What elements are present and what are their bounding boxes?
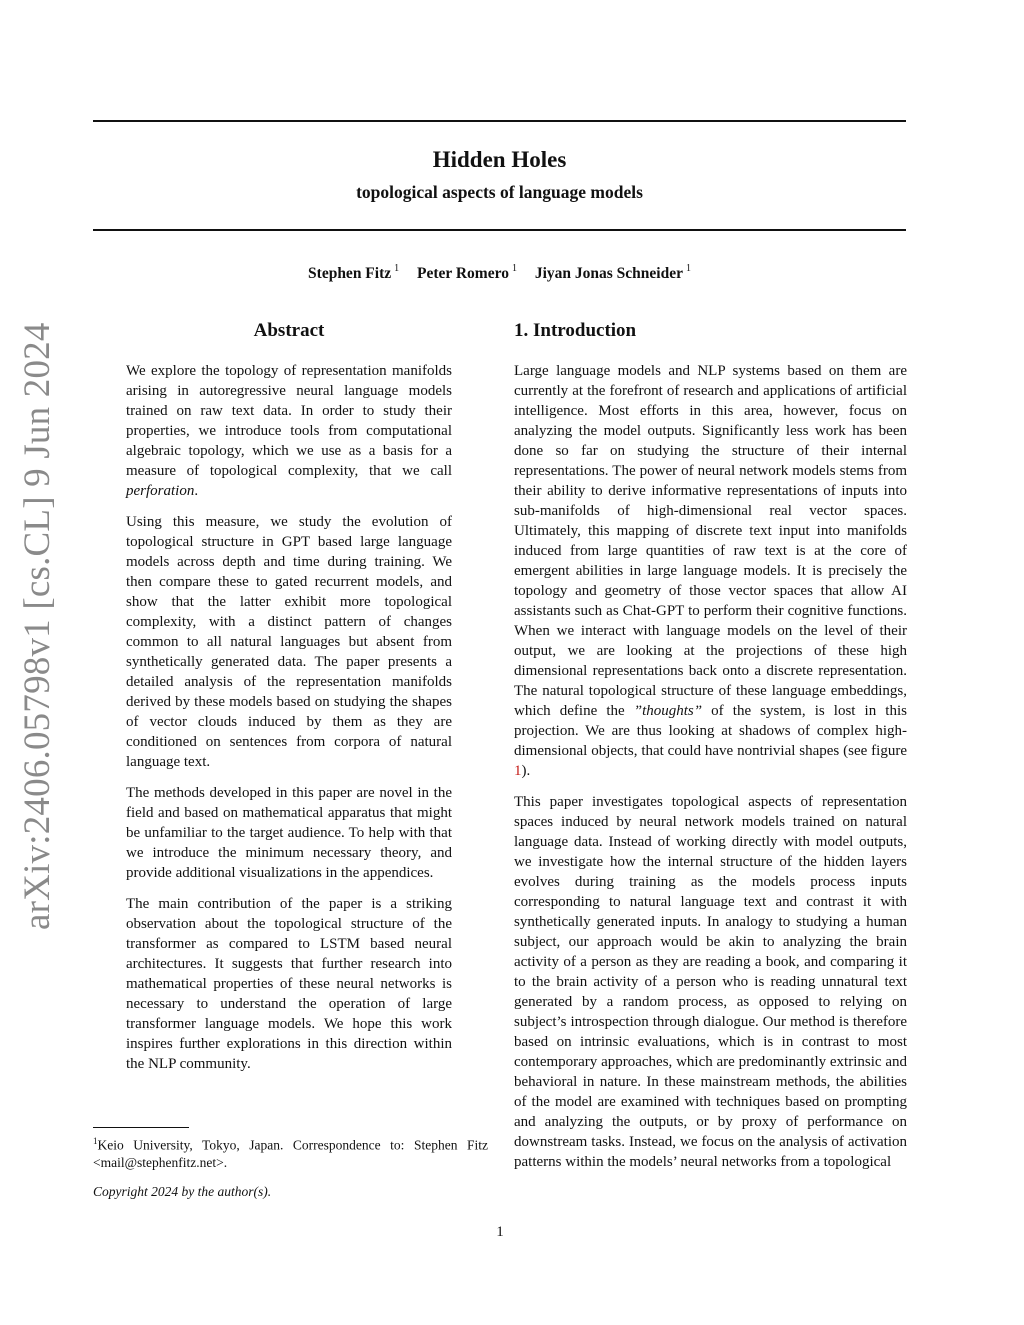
intro-text: Large language models and NLP systems based on them are currently at the forefront of research and applications of artificial intelligence. Most efforts in this area, however, focus on analyzing the model outputs. Significantly less work has been done so far on studying the structure of their internal representations. The power of neural network models stems from their ability to derive informative representations of inputs into sub-manifolds of high-dimensional real vector spaces. Ultimately, this mapping of discrete text input into manifolds induced from large quantities of raw text is at the core of emergent abilities in large language models. It is precisely the topology and geometry of those vector spaces that allow AI assistants such as Chat-GPT to perform their cognitive functions. When we interact with language models on the level of their output, we are looking at the projections of these high dimensional representations back onto a discrete representation. The natural topological structure of these language embeddings, which define the (514, 363, 907, 719)
author-name: Stephen Fitz (308, 265, 392, 282)
author (308, 265, 399, 282)
introduction-heading: 1. Introduction (514, 320, 637, 341)
author-name: Peter Romero (417, 265, 509, 282)
paper-subtitle: topological aspects of language models (356, 182, 643, 202)
affiliation-mark: 1 (511, 263, 517, 274)
page-number: 1 (496, 1224, 504, 1240)
thoughts-term: ”thoughts” (633, 703, 703, 719)
affiliation-mark: 1 (394, 263, 400, 274)
figure-reference-link[interactable]: 1 (514, 763, 522, 779)
introduction-column (514, 320, 907, 1183)
abstract-text: We explore the topology of representation manifolds arising in autoregressive neural language models trained on raw text data. In order to study their properties, we introduce tools from computational algebraic topology, which we use as a basis for a measure of topological complexity, that we call (126, 363, 452, 479)
introduction-paragraph (514, 361, 907, 781)
footnote-rule (93, 1127, 189, 1128)
footnote-mark: 1 (93, 1136, 98, 1146)
introduction-paragraph: This paper investigates topological aspects of representation spaces induced by neural network models trained on natural language data. Instead of working directly with model outputs, we investigate how the internal structure of the hidden layers evolves during training as the models process inputs corresponding to natural language text and contrast it with synthetically generated inputs. In analogy to studying a human subject, our approach would be akin to analyzing the brain activity of a person as they are reading a book, and comparing it to the brain activity of a person who is reading unnatural text generated by a random process, as opposed to relying on subject’s introspection through dialogue. Our method is therefore based on intrinsic evaluations, which is in contrast to most contemporary approaches, which are predominantly extrinsic and behavioral in nature. In these mainstream methods, the abilities of the model are examined with techniques based on prompting and analyzing the outputs, or by proxy of performance on downstream tasks. Instead, we focus on the analysis of activation patterns within the models’ neural networks from a topological (514, 794, 907, 1170)
abstract-column (126, 320, 452, 1085)
perforation-term: perforation (126, 483, 195, 499)
intro-text: ). (521, 763, 531, 779)
affiliation-mark: 1 (685, 263, 691, 274)
abstract-paragraph: The methods developed in this paper are novel in the field and based on mathematical apparatus that might be unfamiliar to the target audience. To help with that we introduce the minimum necessary theory, and provide additional visualizations in the appendices. (126, 785, 452, 881)
author-name: Jiyan Jonas Schneider (534, 265, 683, 282)
author (535, 265, 691, 282)
abstract-paragraph: Using this measure, we study the evolution of topological structure in GPT based large language models across depth and time during training. We then compare these to gated recurrent models, and show that the latter exhibit more topological complexity, with a distinct pattern of changes common to all natural languages but absent from synthetically generated data. The paper presents a detailed analysis of the representation manifolds derived by these models based on studying the shapes of vector clouds induced by them as they are conditioned on sentences from corpora of natural language text. (126, 514, 452, 770)
abstract-text: . (194, 483, 199, 499)
paper-title: Hidden Holes (432, 147, 567, 172)
abstract-paragraph (126, 361, 452, 501)
abstract-heading: Abstract (253, 320, 325, 341)
author (417, 265, 517, 282)
author-list (93, 265, 906, 283)
intro-text: of the system, is lost in this projection. We are thus looking at shadows of complex high-dimensional objects, that could have nontrivial shapes (see figure (514, 703, 907, 759)
copyright-notice: Copyright 2024 by the author(s). (93, 1184, 272, 1199)
title-bottom-rule (93, 229, 906, 231)
top-rule (93, 120, 906, 122)
abstract-paragraph: The main contribution of the paper is a striking observation about the topological structure of the transformer as compared to LSTM based neural architectures. It suggests that further research into mathematical properties of these neural networks is necessary to understand the operation of large transformer language models. We hope this work inspires further explorations in this direction within the NLP community. (126, 896, 452, 1072)
arxiv-identifier-stamp: arXiv:2406.05798v1 [cs.CL] 9 Jun 2024 (17, 322, 58, 930)
affiliation-footnote (93, 1133, 488, 1171)
footnote-text: Keio University, Tokyo, Japan. Correspondence to: Stephen Fitz <mail@stephenfitz.net>. (93, 1137, 488, 1170)
